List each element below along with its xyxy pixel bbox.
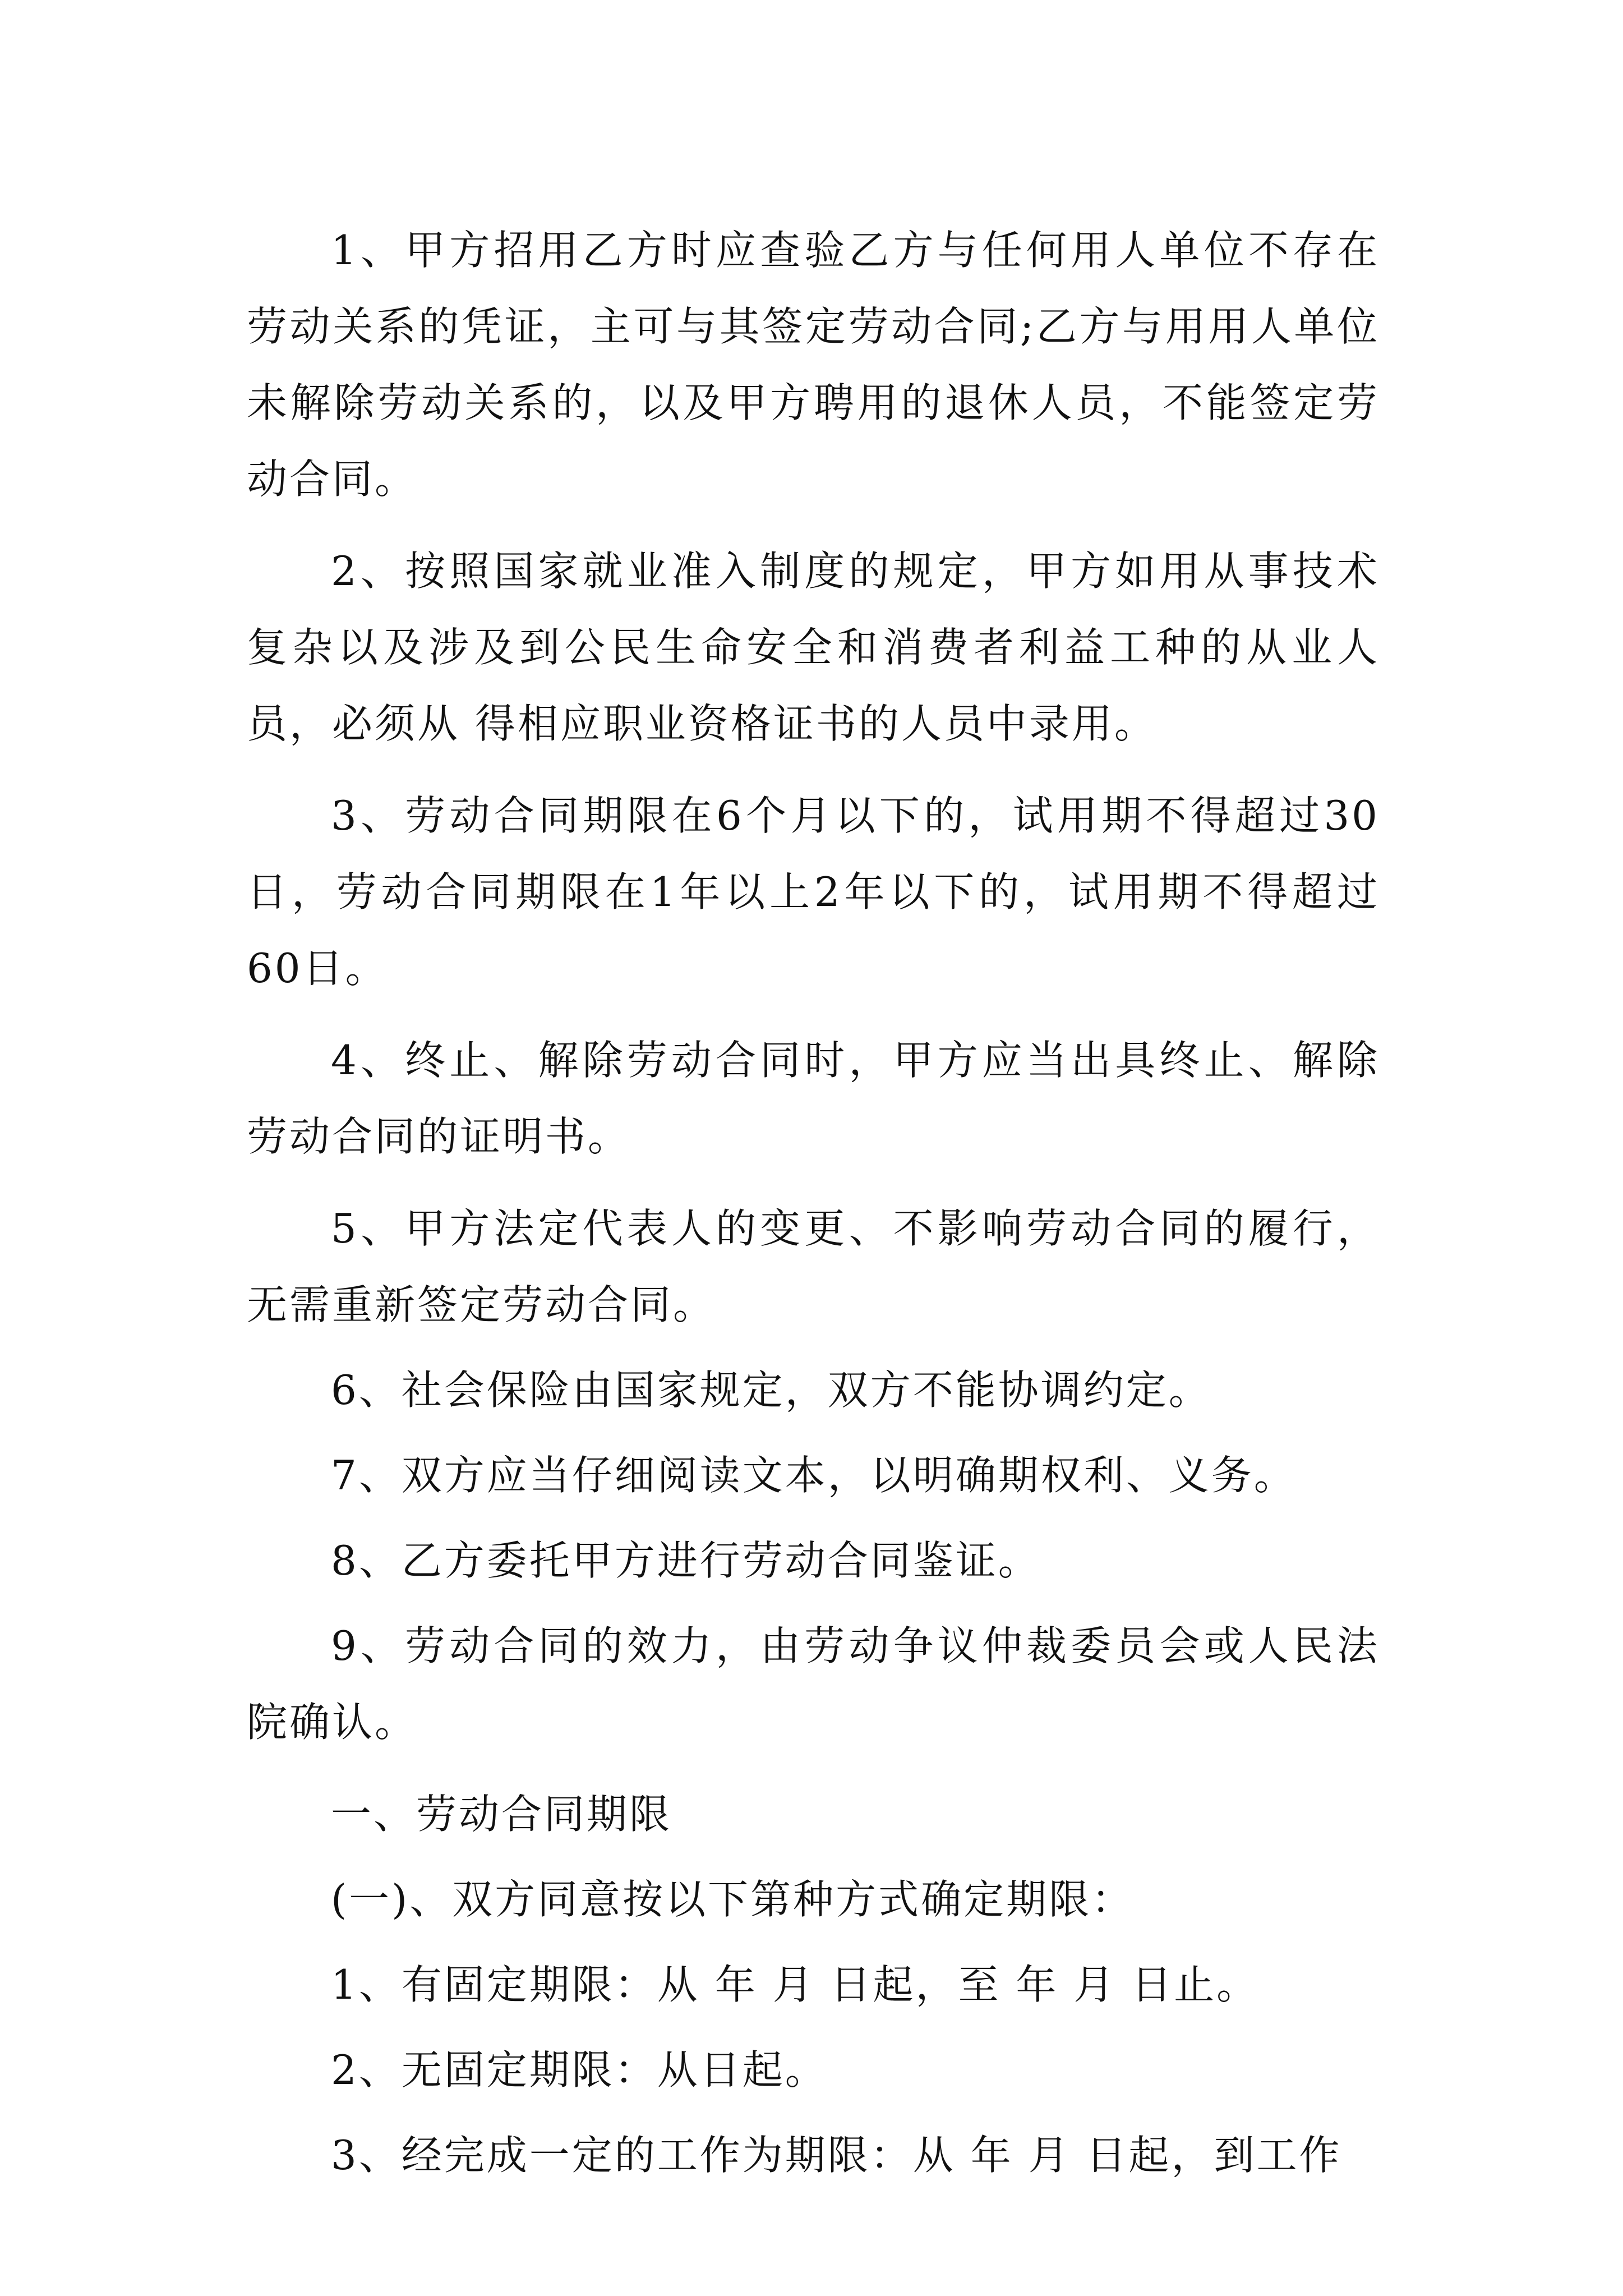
- paragraph-note-7: 7、双方应当仔细阅读文本，以明确期权利、义务。: [331, 1452, 1297, 1499]
- paragraph-note-8: 8、乙方委托甲方进行劳动合同鉴证。: [331, 1537, 1041, 1584]
- paragraph-note-2: 2、按照国家就业准入制度的规定，甲方如用从事技术复杂以及涉及到公民生命安全和消费者利益工种的从业人员，必须从 得相应职业资格证书的人员中录用。: [247, 547, 1380, 747]
- paragraph-note-5: 5、甲方法定代表人的变更、不影响劳动合同的履行，无需重新签定劳动合同。: [247, 1205, 1380, 1328]
- term-method-intro: (一)、双方同意按以下第种方式确定期限：: [331, 1876, 1135, 1923]
- paragraph-note-4: 4、终止、解除劳动合同时，甲方应当出具终止、解除劳动合同的证明书。: [247, 1037, 1380, 1160]
- paragraph-note-9: 9、劳动合同的效力，由劳动争议仲裁委员会或人民法院确认。: [247, 1622, 1380, 1746]
- term-option-open-ended: 2、无固定期限：从日起。: [331, 2046, 828, 2093]
- term-option-task-based: 3、经完成一定的工作为期限：从 年 月 日起，到工作: [331, 2132, 1342, 2179]
- paragraph-note-1: 1、甲方招用乙方时应查验乙方与任何用人单位不存在劳动关系的凭证，主可与其签定劳动合同;乙方与用用人单位未解除劳动关系的，以及甲方聘用的退休人员，不能签定劳动合同。: [247, 227, 1380, 503]
- document-body: [247, 212, 1380, 2193]
- paragraph-note-6: 6、社会保险由国家规定，双方不能协调约定。: [331, 1366, 1211, 1414]
- term-option-fixed: 1、有固定期限：从 年 月 日起，至 年 月 日止。: [331, 1961, 1260, 2008]
- paragraph-note-3: 3、劳动合同期限在6个月以下的，试用期不得超过30日，劳动合同期限在1年以上2年以下的，试用期不得超过60日。: [247, 792, 1380, 992]
- section-heading-contract-term: 一、劳动合同期限: [331, 1791, 672, 1838]
